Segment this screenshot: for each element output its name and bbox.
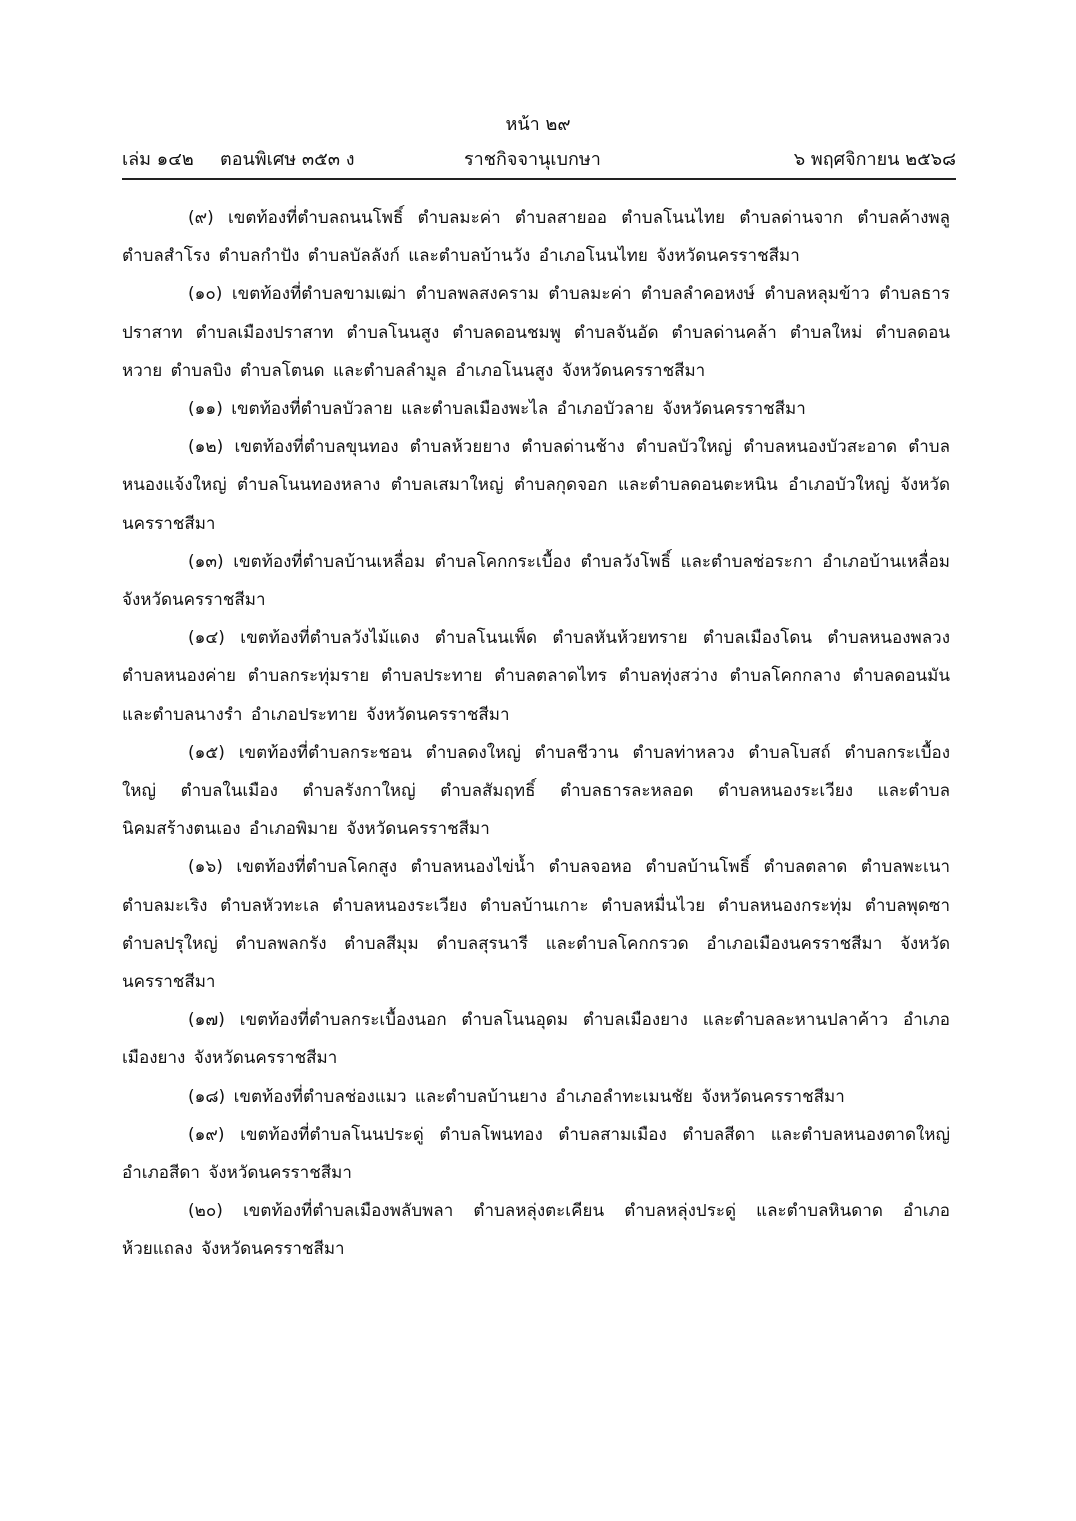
issue-number: ตอนพิเศษ ๓๕๓ ง	[220, 149, 355, 170]
paragraph-9: (๙) เขตท้องที่ตำบลถนนโพธิ์ ตำบลมะค่า ตำบลสายออ ตำบลโนนไทย ตำบลด่านจาก ตำบลค้างพลู ตำบลสำโรง ตำบลกำปัง ตำบลบัลลังก์ และตำบลบ้านวัง อำเภอโนนไทย จังหวัดนครราชสีมา	[122, 208, 950, 267]
paragraph-11: (๑๑) เขตท้องที่ตำบลบัวลาย และตำบลเมืองพะไล อำเภอบัวลาย จังหวัดนครราชสีมา	[188, 399, 806, 420]
paragraph-10: (๑๐) เขตท้องที่ตำบลขามเฒ่า ตำบลพลสงคราม ตำบลมะค่า ตำบลลำคอหงษ์ ตำบลหลุมข้าว ตำบลธารปราสาท ตำบลเมืองปราสาท ตำบลโนนสูง ตำบลดอนชมพู ตำบลจันอัด ตำบลด่านคล้า ตำบลใหม่ ตำบลดอนหวาย ตำบลบิง ตำบลโตนด และตำบลลำมูล อำเภอโนนสูง จังหวัดนครราชสีมา	[122, 284, 950, 381]
paragraph-13: (๑๓) เขตท้องที่ตำบลบ้านเหลื่อม ตำบลโคกกระเบื้อง ตำบลวังโพธิ์ และตำบลช่อระกา อำเภอบ้านเหลื่อม จังหวัดนครราชสีมา	[122, 551, 950, 611]
paragraph-14: (๑๔) เขตท้องที่ตำบลวังไม้แดง ตำบลโนนเพ็ด ตำบลหันห้วยทราย ตำบลเมืองโดน ตำบลหนองพลวง ตำบลหนองค่าย ตำบลกระทุ่มราย ตำบลประทาย ตำบลตลาดไทร ตำบลทุ่งสว่าง ตำบลโคกกลาง ตำบลดอนมัน และตำบลนางรำ อำเภอประทาย จังหวัดนครราชสีมา	[122, 628, 950, 725]
paragraph-17: (๑๗) เขตท้องที่ตำบลกระเบื้องนอก ตำบลโนนอุดม ตำบลเมืองยาง และตำบลละหานปลาค้าว อำเภอเมืองยาง จังหวัดนครราชสีมา	[122, 1010, 950, 1069]
paragraph-12: (๑๒) เขตท้องที่ตำบลขุนทอง ตำบลห้วยยาง ตำบลด่านช้าง ตำบลบัวใหญ่ ตำบลหนองบัวสะอาด ตำบลหนองแจ้งใหญ่ ตำบลโนนทองหลาง ตำบลเสมาใหญ่ ตำบลกุดจอก และตำบลดอนตะหนิน อำเภอบัวใหญ่ จังหวัดนครราชสีมา	[122, 437, 950, 534]
paragraph-20: (๒๐) เขตท้องที่ตำบลเมืองพลับพลา ตำบลหลุ่งตะเคียน ตำบลหลุ่งประดู่ และตำบลหินดาด อำเภอห้วยแถลง จังหวัดนครราชสีมา	[122, 1201, 950, 1260]
paragraph-15: (๑๕) เขตท้องที่ตำบลกระชอน ตำบลดงใหญ่ ตำบลชีวาน ตำบลท่าหลวง ตำบลโบสถ์ ตำบลกระเบื้องใหญ่ ตำบลในเมือง ตำบลรังกาใหญ่ ตำบลสัมฤทธิ์ ตำบลธารละหลอด ตำบลหนองระเวียง และตำบลนิคมสร้างตนเอง อำเภอพิมาย จังหวัดนครราชสีมา	[122, 742, 950, 840]
paragraph-18: (๑๘) เขตท้องที่ตำบลช่องแมว และตำบลบ้านยาง อำเภอลำทะเมนชัย จังหวัดนครราชสีมา	[188, 1086, 845, 1107]
paragraph-16: (๑๖) เขตท้องที่ตำบลโคกสูง ตำบลหนองไข่น้ำ ตำบลจอหอ ตำบลบ้านโพธิ์ ตำบลตลาด ตำบลพะเนา ตำบลมะเริง ตำบลหัวทะเล ตำบลหนองระเวียง ตำบลบ้านเกาะ ตำบลหมื่นไวย ตำบลหนองกระทุ่ม ตำบลพุดซา ตำบลปรุใหญ่ ตำบลพลกรัง ตำบลสีมุม ตำบลสุรนารี และตำบลโคกกรวด อำเภอเมืองนครราชสีมา จังหวัดนครราชสีมา	[122, 857, 950, 993]
header-divider	[122, 178, 956, 180]
gazette-name: ราชกิจจานุเบกษา	[464, 149, 601, 170]
volume-number: เล่ม ๑๔๒	[122, 149, 194, 170]
gazette-header	[122, 146, 956, 174]
paragraph-19: (๑๙) เขตท้องที่ตำบลโนนประดู่ ตำบลโพนทอง ตำบลสามเมือง ตำบลสีดา และตำบลหนองตาดใหญ่ อำเภอสีดา จังหวัดนครราชสีมา	[122, 1124, 950, 1184]
page-number: หน้า ๒๙	[505, 114, 571, 135]
publication-date: ๖ พฤศจิกายน ๒๕๖๘	[793, 149, 956, 170]
document-body	[122, 199, 950, 1269]
